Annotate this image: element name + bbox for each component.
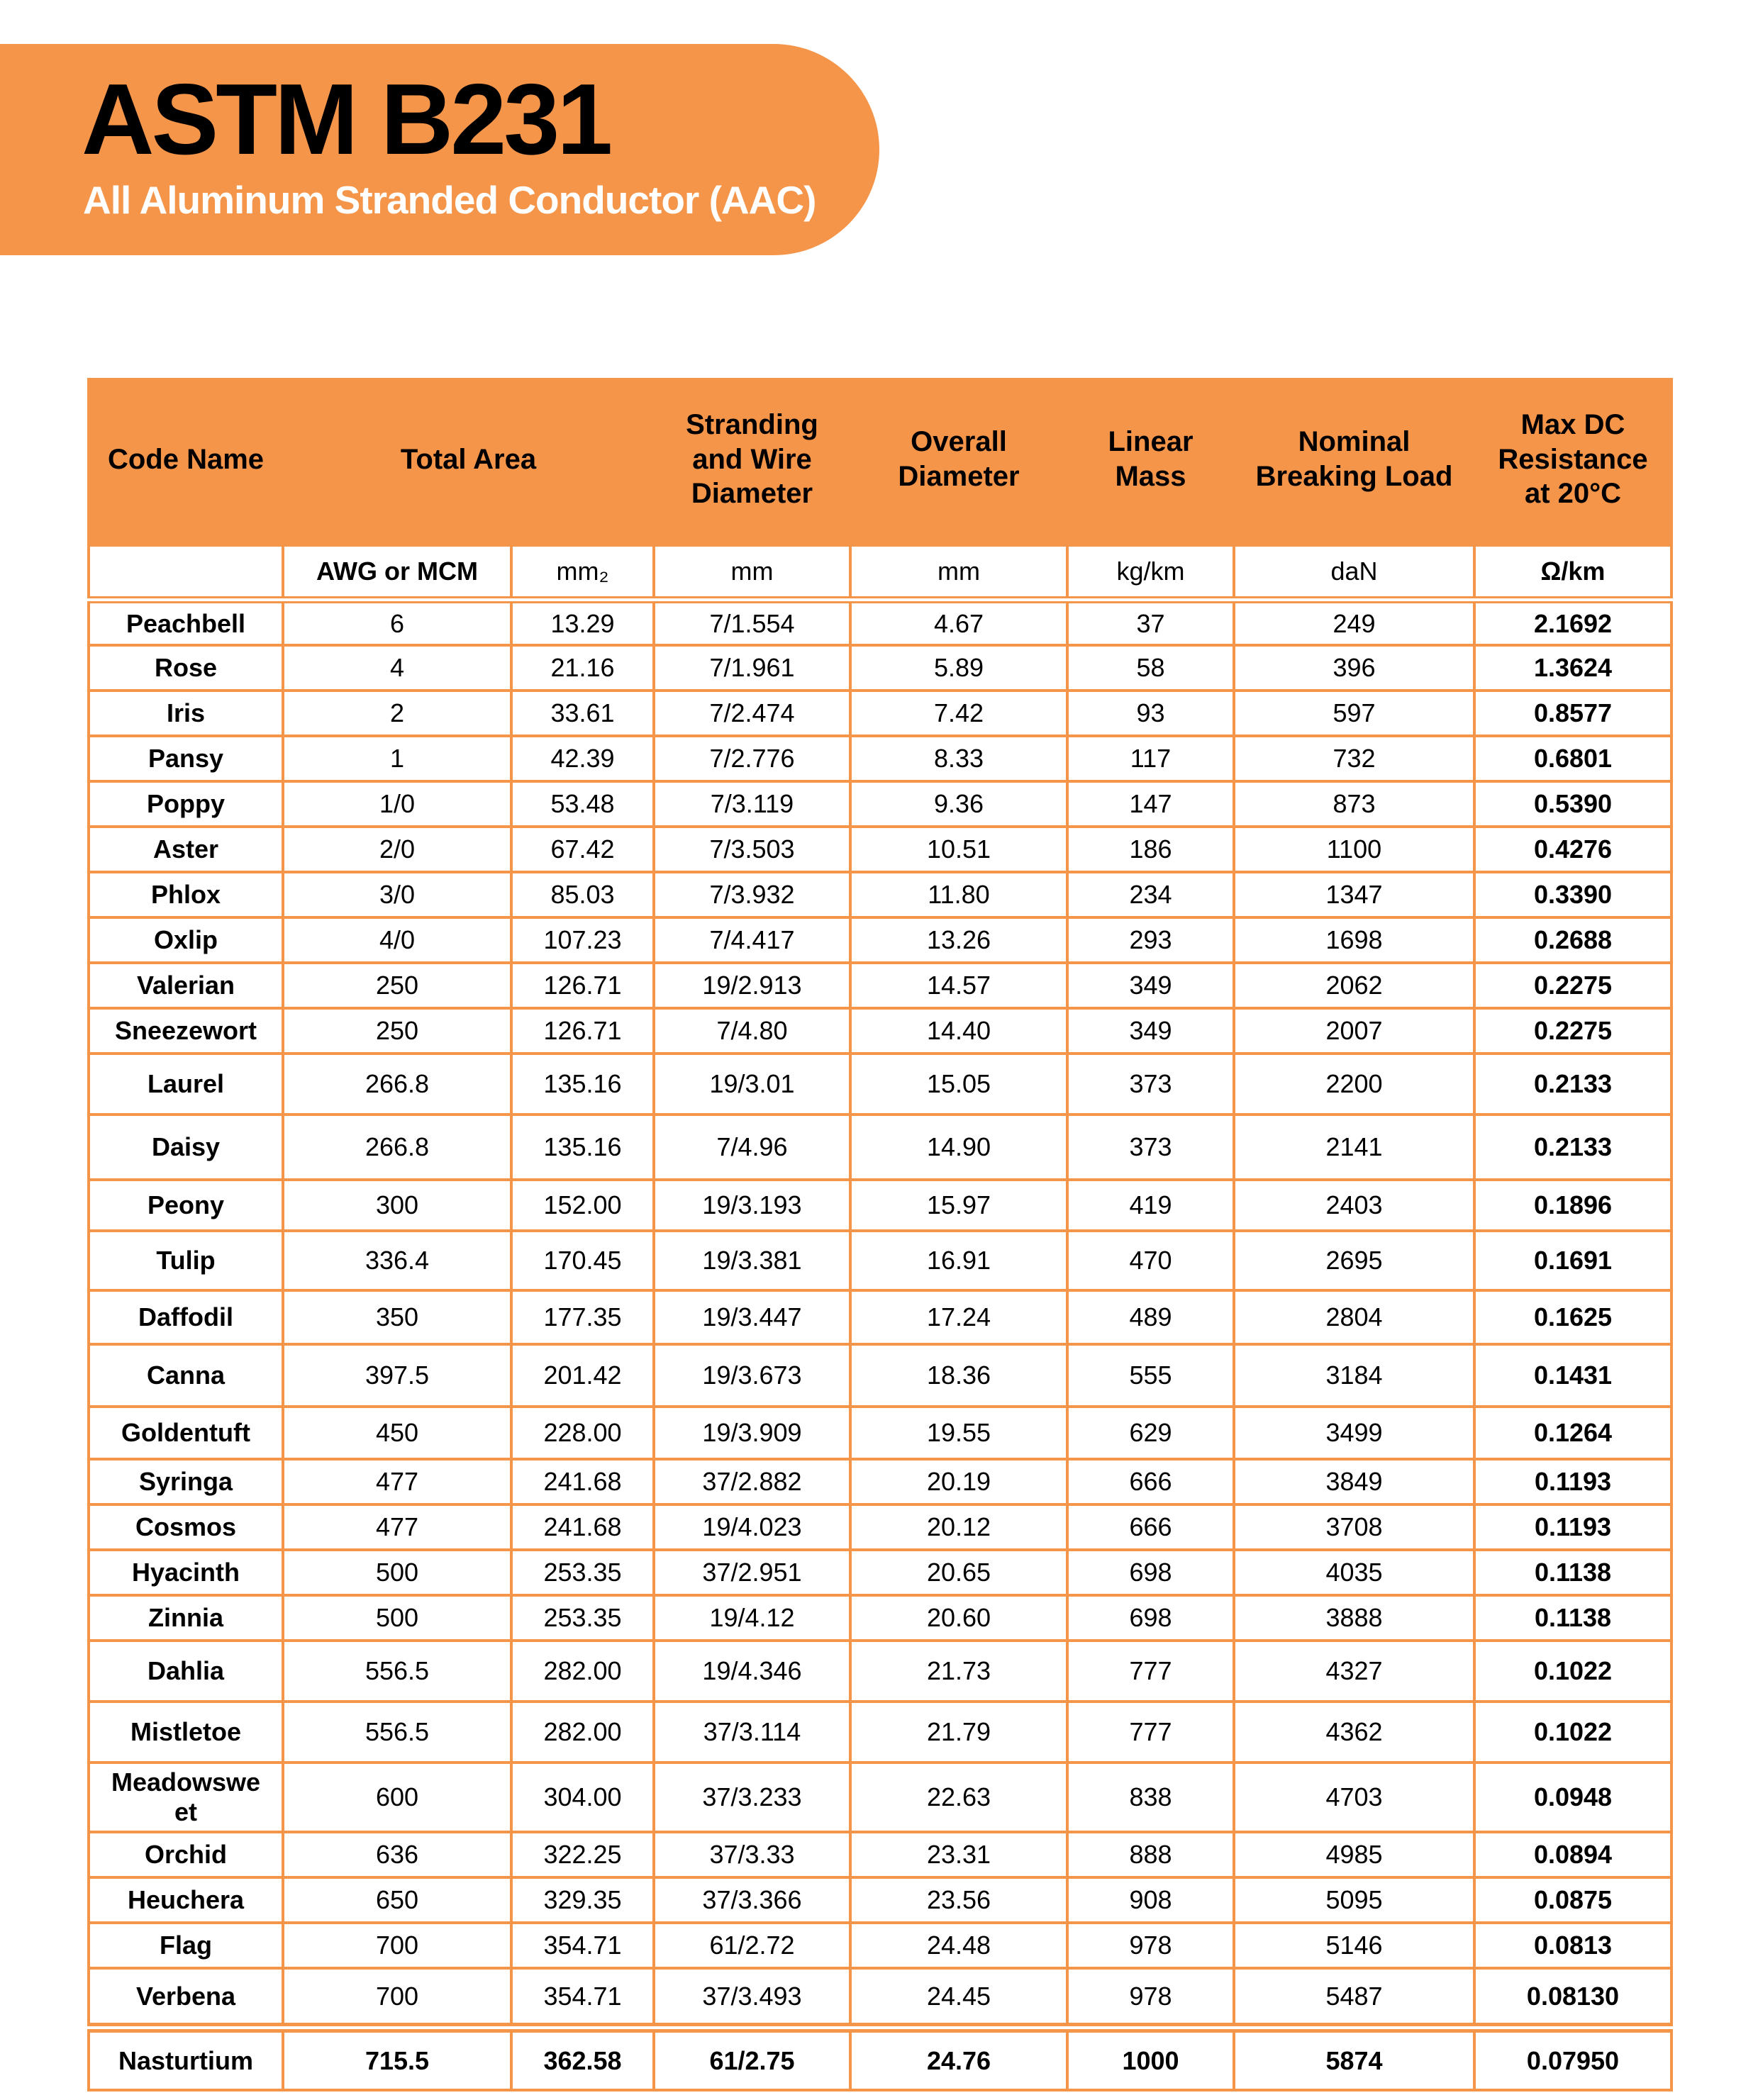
cell-stranding: 37/3.114 <box>654 1702 850 1763</box>
cell-stranding: 19/3.447 <box>654 1290 850 1344</box>
cell-breaking-load: 2695 <box>1234 1231 1474 1290</box>
header-stranding: Stranding and Wire Diameter <box>654 379 850 545</box>
cell-area-mm2: 13.29 <box>511 600 654 645</box>
cell-breaking-load: 5146 <box>1234 1923 1474 1968</box>
cell-linear-mass: 117 <box>1067 736 1234 781</box>
cell-stranding: 7/2.776 <box>654 736 850 781</box>
cell-stranding: 61/2.75 <box>654 2028 850 2090</box>
cell-linear-mass: 698 <box>1067 1550 1234 1595</box>
conductor-spec-table <box>87 378 1673 2091</box>
cell-code-name: Nasturtium <box>89 2028 283 2090</box>
units-mass: kg/km <box>1067 545 1234 600</box>
cell-overall-diameter: 14.90 <box>850 1115 1067 1180</box>
cell-area-mm2: 253.35 <box>511 1550 654 1595</box>
header-overall-diameter: Overall Diameter <box>850 379 1067 545</box>
cell-resistance: 0.5390 <box>1474 781 1671 827</box>
cell-area-mm2: 282.00 <box>511 1641 654 1702</box>
header-breaking-load: Nominal Breaking Load <box>1234 379 1474 545</box>
cell-code-name: Poppy <box>89 781 283 827</box>
cell-stranding: 7/1.961 <box>654 645 850 691</box>
cell-linear-mass: 908 <box>1067 1877 1234 1923</box>
cell-linear-mass: 373 <box>1067 1115 1234 1180</box>
cell-linear-mass: 666 <box>1067 1459 1234 1504</box>
cell-resistance: 0.0894 <box>1474 1832 1671 1877</box>
cell-area-mm2: 152.00 <box>511 1180 654 1231</box>
cell-code-name: Heuchera <box>89 1877 283 1923</box>
cell-overall-diameter: 20.12 <box>850 1504 1067 1550</box>
cell-awg-or-mcm: 350 <box>283 1290 511 1344</box>
cell-stranding: 7/3.503 <box>654 827 850 872</box>
cell-linear-mass: 37 <box>1067 600 1234 645</box>
table-row <box>89 1504 1671 1550</box>
cell-resistance: 0.2133 <box>1474 1054 1671 1115</box>
cell-code-name: Zinnia <box>89 1595 283 1641</box>
cell-overall-diameter: 17.24 <box>850 1290 1067 1344</box>
cell-resistance: 0.2688 <box>1474 917 1671 963</box>
cell-awg-or-mcm: 6 <box>283 600 511 645</box>
cell-linear-mass: 93 <box>1067 691 1234 736</box>
cell-overall-diameter: 24.45 <box>850 1968 1067 2028</box>
cell-area-mm2: 21.16 <box>511 645 654 691</box>
cell-overall-diameter: 20.19 <box>850 1459 1067 1504</box>
cell-overall-diameter: 20.60 <box>850 1595 1067 1641</box>
cell-breaking-load: 3849 <box>1234 1459 1474 1504</box>
cell-breaking-load: 3499 <box>1234 1407 1474 1459</box>
cell-resistance: 0.2133 <box>1474 1115 1671 1180</box>
cell-awg-or-mcm: 300 <box>283 1180 511 1231</box>
cell-area-mm2: 33.61 <box>511 691 654 736</box>
table-row <box>89 645 1671 691</box>
table-row <box>89 1968 1671 2028</box>
cell-awg-or-mcm: 600 <box>283 1763 511 1832</box>
cell-code-name: Tulip <box>89 1231 283 1290</box>
cell-awg-or-mcm: 2/0 <box>283 827 511 872</box>
table-row <box>89 1641 1671 1702</box>
cell-awg-or-mcm: 556.5 <box>283 1702 511 1763</box>
cell-awg-or-mcm: 2 <box>283 691 511 736</box>
cell-resistance: 0.3390 <box>1474 872 1671 917</box>
cell-code-name: Canna <box>89 1344 283 1407</box>
cell-linear-mass: 629 <box>1067 1407 1234 1459</box>
table-row <box>89 600 1671 645</box>
cell-resistance: 0.07950 <box>1474 2028 1671 2090</box>
cell-breaking-load: 5487 <box>1234 1968 1474 2028</box>
cell-overall-diameter: 10.51 <box>850 827 1067 872</box>
cell-stranding: 19/3.909 <box>654 1407 850 1459</box>
table-row <box>89 1763 1671 1832</box>
units-awg: AWG or MCM <box>283 545 511 600</box>
page-title: ASTM B231 <box>82 63 611 176</box>
cell-resistance: 0.1022 <box>1474 1641 1671 1702</box>
cell-area-mm2: 135.16 <box>511 1115 654 1180</box>
cell-overall-diameter: 18.36 <box>850 1344 1067 1407</box>
cell-resistance: 0.0948 <box>1474 1763 1671 1832</box>
table-head <box>89 379 1671 600</box>
cell-overall-diameter: 23.31 <box>850 1832 1067 1877</box>
cell-area-mm2: 362.58 <box>511 2028 654 2090</box>
table-row <box>89 1923 1671 1968</box>
cell-resistance: 0.2275 <box>1474 963 1671 1008</box>
cell-breaking-load: 3888 <box>1234 1595 1474 1641</box>
cell-area-mm2: 329.35 <box>511 1877 654 1923</box>
cell-awg-or-mcm: 4/0 <box>283 917 511 963</box>
cell-code-name: Sneezewort <box>89 1008 283 1054</box>
cell-resistance: 0.0813 <box>1474 1923 1671 1968</box>
units-mm2: mm₂ <box>511 545 654 600</box>
cell-area-mm2: 354.71 <box>511 1968 654 2028</box>
cell-area-mm2: 253.35 <box>511 1595 654 1641</box>
cell-stranding: 7/4.80 <box>654 1008 850 1054</box>
cell-resistance: 1.3624 <box>1474 645 1671 691</box>
cell-stranding: 61/2.72 <box>654 1923 850 1968</box>
cell-linear-mass: 555 <box>1067 1344 1234 1407</box>
cell-code-name: Laurel <box>89 1054 283 1115</box>
cell-overall-diameter: 8.33 <box>850 736 1067 781</box>
table-row <box>89 1407 1671 1459</box>
cell-stranding: 7/4.417 <box>654 917 850 963</box>
cell-stranding: 7/1.554 <box>654 600 850 645</box>
cell-stranding: 19/3.193 <box>654 1180 850 1231</box>
cell-breaking-load: 396 <box>1234 645 1474 691</box>
cell-awg-or-mcm: 3/0 <box>283 872 511 917</box>
cell-overall-diameter: 20.65 <box>850 1550 1067 1595</box>
cell-breaking-load: 4985 <box>1234 1832 1474 1877</box>
cell-area-mm2: 53.48 <box>511 781 654 827</box>
table-row <box>89 827 1671 872</box>
cell-resistance: 0.1138 <box>1474 1595 1671 1641</box>
cell-overall-diameter: 24.48 <box>850 1923 1067 1968</box>
cell-awg-or-mcm: 477 <box>283 1459 511 1504</box>
cell-code-name: Peony <box>89 1180 283 1231</box>
cell-breaking-load: 2403 <box>1234 1180 1474 1231</box>
cell-code-name: Flag <box>89 1923 283 1968</box>
cell-area-mm2: 67.42 <box>511 827 654 872</box>
cell-linear-mass: 349 <box>1067 1008 1234 1054</box>
table-row <box>89 736 1671 781</box>
cell-code-name: Hyacinth <box>89 1550 283 1595</box>
cell-stranding: 7/3.932 <box>654 872 850 917</box>
header-code-name: Code Name <box>89 379 283 545</box>
cell-awg-or-mcm: 477 <box>283 1504 511 1550</box>
cell-linear-mass: 373 <box>1067 1054 1234 1115</box>
cell-linear-mass: 777 <box>1067 1702 1234 1763</box>
table-row <box>89 1702 1671 1763</box>
cell-resistance: 0.4276 <box>1474 827 1671 872</box>
cell-area-mm2: 135.16 <box>511 1054 654 1115</box>
cell-awg-or-mcm: 650 <box>283 1877 511 1923</box>
units-load: daN <box>1234 545 1474 600</box>
cell-linear-mass: 978 <box>1067 1923 1234 1968</box>
table-row <box>89 917 1671 963</box>
cell-breaking-load: 4327 <box>1234 1641 1474 1702</box>
cell-area-mm2: 201.42 <box>511 1344 654 1407</box>
cell-stranding: 37/2.951 <box>654 1550 850 1595</box>
cell-linear-mass: 978 <box>1067 1968 1234 2028</box>
cell-overall-diameter: 5.89 <box>850 645 1067 691</box>
cell-linear-mass: 186 <box>1067 827 1234 872</box>
cell-area-mm2: 42.39 <box>511 736 654 781</box>
cell-breaking-load: 1347 <box>1234 872 1474 917</box>
cell-area-mm2: 282.00 <box>511 1702 654 1763</box>
cell-awg-or-mcm: 266.8 <box>283 1115 511 1180</box>
cell-code-name: Syringa <box>89 1459 283 1504</box>
cell-linear-mass: 234 <box>1067 872 1234 917</box>
cell-breaking-load: 2804 <box>1234 1290 1474 1344</box>
table-row <box>89 1290 1671 1344</box>
cell-awg-or-mcm: 636 <box>283 1832 511 1877</box>
cell-awg-or-mcm: 500 <box>283 1595 511 1641</box>
cell-resistance: 0.1264 <box>1474 1407 1671 1459</box>
cell-stranding: 37/3.366 <box>654 1877 850 1923</box>
cell-resistance: 0.1193 <box>1474 1459 1671 1504</box>
cell-linear-mass: 470 <box>1067 1231 1234 1290</box>
cell-stranding: 37/3.493 <box>654 1968 850 2028</box>
cell-code-name: Peachbell <box>89 600 283 645</box>
cell-resistance: 0.1691 <box>1474 1231 1671 1290</box>
cell-breaking-load: 5874 <box>1234 2028 1474 2090</box>
cell-area-mm2: 177.35 <box>511 1290 654 1344</box>
cell-linear-mass: 777 <box>1067 1641 1234 1702</box>
cell-area-mm2: 354.71 <box>511 1923 654 1968</box>
cell-resistance: 0.8577 <box>1474 691 1671 736</box>
cell-linear-mass: 838 <box>1067 1763 1234 1832</box>
cell-area-mm2: 126.71 <box>511 963 654 1008</box>
table-row <box>89 1231 1671 1290</box>
cell-resistance: 0.1138 <box>1474 1550 1671 1595</box>
cell-linear-mass: 698 <box>1067 1595 1234 1641</box>
units-overall-mm: mm <box>850 545 1067 600</box>
cell-overall-diameter: 15.05 <box>850 1054 1067 1115</box>
cell-stranding: 37/2.882 <box>654 1459 850 1504</box>
cell-breaking-load: 4035 <box>1234 1550 1474 1595</box>
cell-awg-or-mcm: 556.5 <box>283 1641 511 1702</box>
cell-overall-diameter: 4.67 <box>850 600 1067 645</box>
cell-stranding: 19/3.673 <box>654 1344 850 1407</box>
cell-code-name: Iris <box>89 691 283 736</box>
cell-overall-diameter: 11.80 <box>850 872 1067 917</box>
cell-area-mm2: 85.03 <box>511 872 654 917</box>
cell-overall-diameter: 16.91 <box>850 1231 1067 1290</box>
table-row <box>89 1054 1671 1115</box>
cell-linear-mass: 419 <box>1067 1180 1234 1231</box>
cell-overall-diameter: 19.55 <box>850 1407 1067 1459</box>
cell-resistance: 0.1022 <box>1474 1702 1671 1763</box>
cell-code-name: Rose <box>89 645 283 691</box>
cell-linear-mass: 888 <box>1067 1832 1234 1877</box>
cell-stranding: 19/4.346 <box>654 1641 850 1702</box>
cell-breaking-load: 873 <box>1234 781 1474 827</box>
table-body <box>89 600 1671 2090</box>
cell-stranding: 7/2.474 <box>654 691 850 736</box>
cell-resistance: 0.2275 <box>1474 1008 1671 1054</box>
cell-stranding: 37/3.33 <box>654 1832 850 1877</box>
table-row <box>89 1459 1671 1504</box>
cell-area-mm2: 241.68 <box>511 1459 654 1504</box>
cell-awg-or-mcm: 397.5 <box>283 1344 511 1407</box>
cell-breaking-load: 597 <box>1234 691 1474 736</box>
cell-breaking-load: 2200 <box>1234 1054 1474 1115</box>
cell-overall-diameter: 9.36 <box>850 781 1067 827</box>
cell-resistance: 0.1896 <box>1474 1180 1671 1231</box>
cell-resistance: 0.1431 <box>1474 1344 1671 1407</box>
cell-awg-or-mcm: 700 <box>283 1923 511 1968</box>
cell-linear-mass: 58 <box>1067 645 1234 691</box>
cell-stranding: 37/3.233 <box>654 1763 850 1832</box>
cell-awg-or-mcm: 250 <box>283 963 511 1008</box>
cell-code-name: Pansy <box>89 736 283 781</box>
cell-breaking-load: 4703 <box>1234 1763 1474 1832</box>
cell-code-name: Mistletoe <box>89 1702 283 1763</box>
cell-awg-or-mcm: 250 <box>283 1008 511 1054</box>
cell-breaking-load: 3708 <box>1234 1504 1474 1550</box>
cell-stranding: 19/3.381 <box>654 1231 850 1290</box>
cell-linear-mass: 1000 <box>1067 2028 1234 2090</box>
cell-stranding: 19/4.023 <box>654 1504 850 1550</box>
table-row <box>89 1344 1671 1407</box>
cell-awg-or-mcm: 450 <box>283 1407 511 1459</box>
cell-overall-diameter: 22.63 <box>850 1763 1067 1832</box>
units-resistance: Ω/km <box>1474 545 1671 600</box>
cell-stranding: 7/3.119 <box>654 781 850 827</box>
cell-breaking-load: 2007 <box>1234 1008 1474 1054</box>
cell-code-name: Daffodil <box>89 1290 283 1344</box>
cell-breaking-load: 1698 <box>1234 917 1474 963</box>
cell-stranding: 19/4.12 <box>654 1595 850 1641</box>
cell-code-name: Aster <box>89 827 283 872</box>
table-row <box>89 963 1671 1008</box>
cell-stranding: 19/2.913 <box>654 963 850 1008</box>
cell-awg-or-mcm: 1 <box>283 736 511 781</box>
cell-resistance: 0.1625 <box>1474 1290 1671 1344</box>
cell-stranding: 19/3.01 <box>654 1054 850 1115</box>
table-row <box>89 1180 1671 1231</box>
cell-awg-or-mcm: 500 <box>283 1550 511 1595</box>
cell-resistance: 0.08130 <box>1474 1968 1671 2028</box>
cell-area-mm2: 170.45 <box>511 1231 654 1290</box>
cell-awg-or-mcm: 715.5 <box>283 2028 511 2090</box>
title-banner-content <box>0 44 879 221</box>
cell-overall-diameter: 21.73 <box>850 1641 1067 1702</box>
cell-overall-diameter: 21.79 <box>850 1702 1067 1763</box>
cell-awg-or-mcm: 266.8 <box>283 1054 511 1115</box>
cell-overall-diameter: 13.26 <box>850 917 1067 963</box>
units-stranding-mm: mm <box>654 545 850 600</box>
cell-linear-mass: 349 <box>1067 963 1234 1008</box>
cell-linear-mass: 489 <box>1067 1290 1234 1344</box>
cell-area-mm2: 241.68 <box>511 1504 654 1550</box>
cell-overall-diameter: 14.40 <box>850 1008 1067 1054</box>
units-row <box>89 545 1671 600</box>
cell-overall-diameter: 7.42 <box>850 691 1067 736</box>
table-row <box>89 1115 1671 1180</box>
cell-code-name: Valerian <box>89 963 283 1008</box>
units-empty-cell <box>89 545 283 600</box>
cell-resistance: 0.6801 <box>1474 736 1671 781</box>
cell-code-name: Cosmos <box>89 1504 283 1550</box>
cell-code-name: Dahlia <box>89 1641 283 1702</box>
cell-area-mm2: 228.00 <box>511 1407 654 1459</box>
cell-resistance: 0.1193 <box>1474 1504 1671 1550</box>
cell-overall-diameter: 24.76 <box>850 2028 1067 2090</box>
table-row <box>89 2028 1671 2090</box>
cell-awg-or-mcm: 336.4 <box>283 1231 511 1290</box>
cell-linear-mass: 147 <box>1067 781 1234 827</box>
cell-code-name: Meadowsweet <box>89 1763 283 1832</box>
cell-breaking-load: 249 <box>1234 600 1474 645</box>
cell-breaking-load: 732 <box>1234 736 1474 781</box>
cell-area-mm2: 304.00 <box>511 1763 654 1832</box>
table-row <box>89 872 1671 917</box>
table-row <box>89 691 1671 736</box>
header-total-area: Total Area <box>283 379 654 545</box>
cell-code-name: Orchid <box>89 1832 283 1877</box>
cell-area-mm2: 322.25 <box>511 1832 654 1877</box>
cell-breaking-load: 3184 <box>1234 1344 1474 1407</box>
cell-awg-or-mcm: 4 <box>283 645 511 691</box>
table-row <box>89 1595 1671 1641</box>
cell-stranding: 7/4.96 <box>654 1115 850 1180</box>
cell-awg-or-mcm: 1/0 <box>283 781 511 827</box>
table-row <box>89 1832 1671 1877</box>
cell-breaking-load: 2062 <box>1234 963 1474 1008</box>
title-banner <box>0 44 879 255</box>
table-row <box>89 1008 1671 1054</box>
cell-code-name: Goldentuft <box>89 1407 283 1459</box>
header-row <box>89 379 1671 545</box>
cell-overall-diameter: 14.57 <box>850 963 1067 1008</box>
cell-resistance: 0.0875 <box>1474 1877 1671 1923</box>
header-resistance: Max DC Resistance at 20°C <box>1474 379 1671 545</box>
cell-resistance: 2.1692 <box>1474 600 1671 645</box>
cell-awg-or-mcm: 700 <box>283 1968 511 2028</box>
cell-code-name: Oxlip <box>89 917 283 963</box>
cell-overall-diameter: 15.97 <box>850 1180 1067 1231</box>
cell-code-name: Daisy <box>89 1115 283 1180</box>
table-row <box>89 781 1671 827</box>
header-linear-mass: Linear Mass <box>1067 379 1234 545</box>
cell-breaking-load: 1100 <box>1234 827 1474 872</box>
cell-code-name: Verbena <box>89 1968 283 2028</box>
cell-linear-mass: 293 <box>1067 917 1234 963</box>
cell-breaking-load: 5095 <box>1234 1877 1474 1923</box>
page-subtitle: All Aluminum Stranded Conductor (AAC) <box>83 178 816 222</box>
cell-breaking-load: 4362 <box>1234 1702 1474 1763</box>
table-row <box>89 1877 1671 1923</box>
table-row <box>89 1550 1671 1595</box>
cell-code-name: Phlox <box>89 872 283 917</box>
cell-area-mm2: 107.23 <box>511 917 654 963</box>
cell-overall-diameter: 23.56 <box>850 1877 1067 1923</box>
cell-linear-mass: 666 <box>1067 1504 1234 1550</box>
cell-breaking-load: 2141 <box>1234 1115 1474 1180</box>
cell-area-mm2: 126.71 <box>511 1008 654 1054</box>
